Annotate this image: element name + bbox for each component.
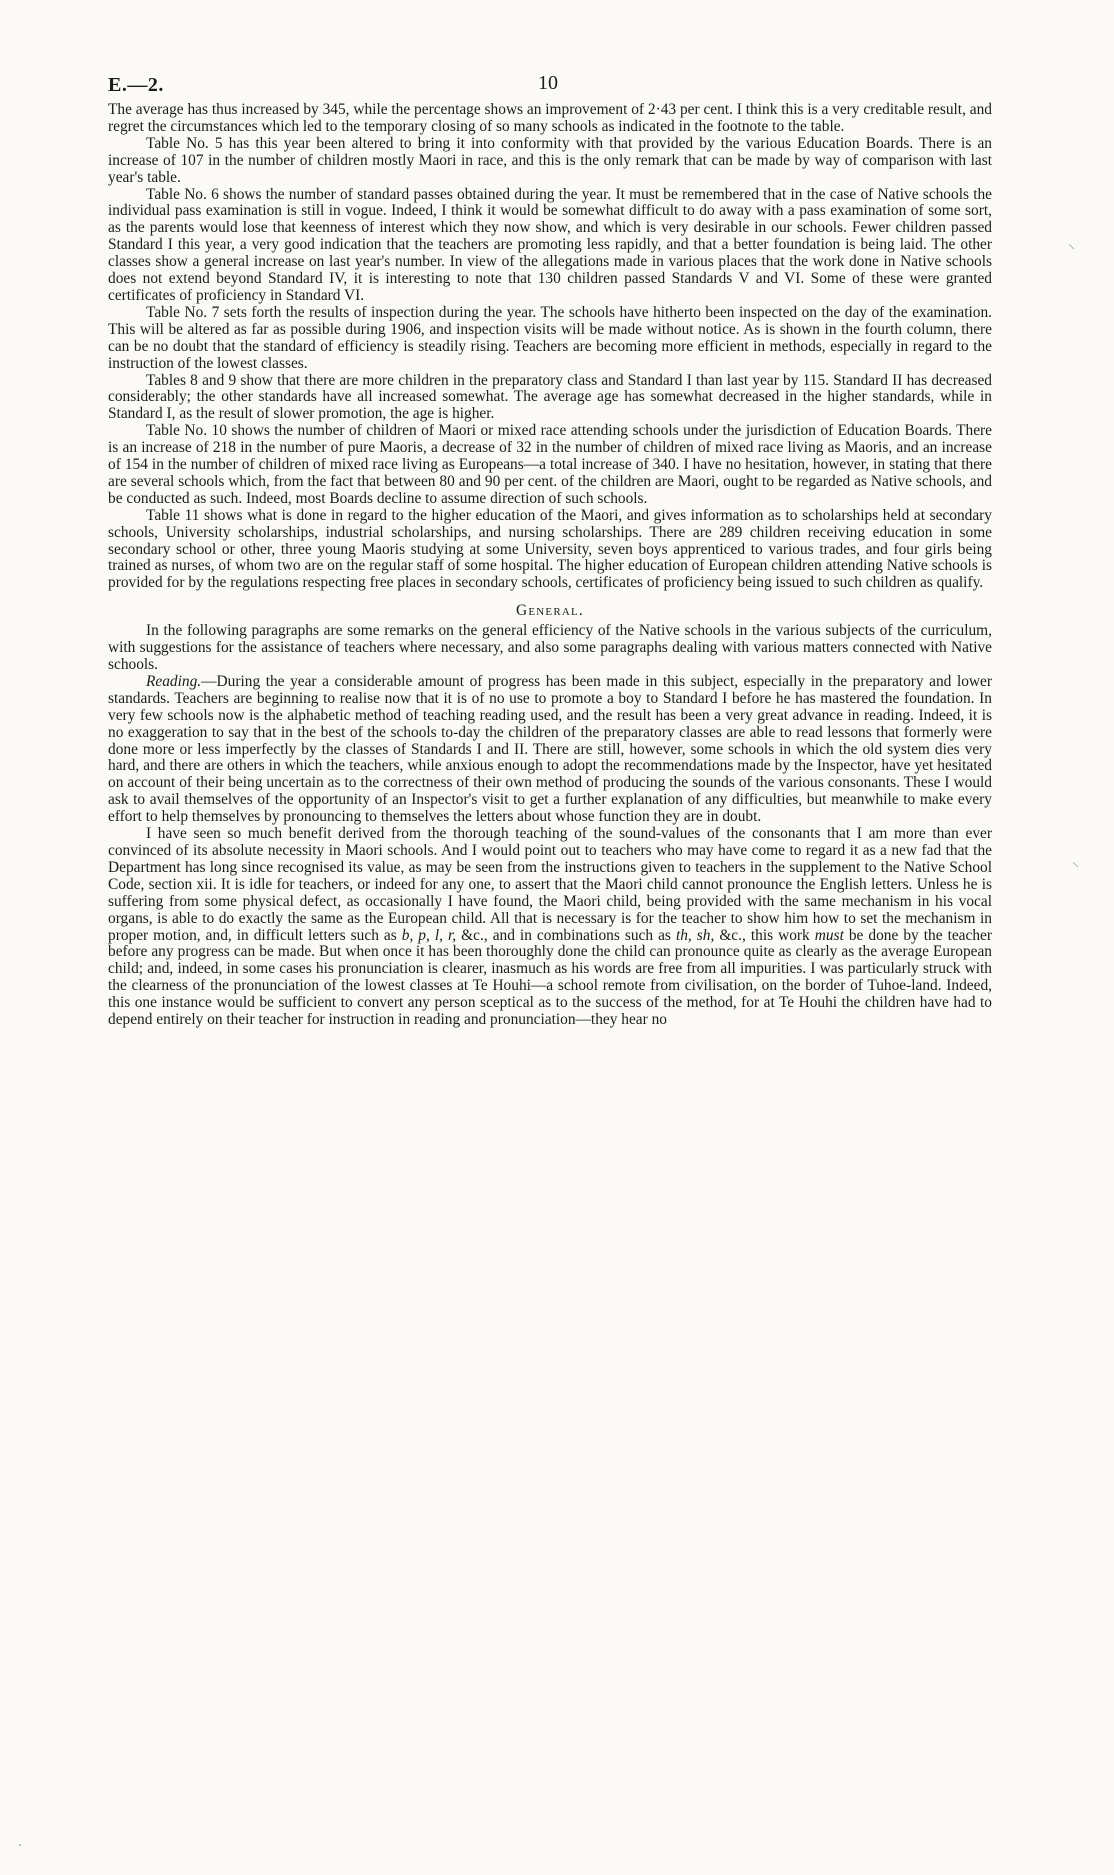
paragraph: Table No. 5 has this year been altered to bring it into conformity with that provided by the various Education Boards. There is an increase of 107 in the number of children mostly Maori in race, and this is the only remark that can be made by way of comparison with last year's table.: [108, 134, 992, 186]
paragraph-text: —During the year a considerable amount of progress has been made in this subject, especially in the preparatory and lower standards. Teachers are beginning to realise now that it is of no use to promote a boy to Standard I before he has mastered the foundation. In very few schools now is the alphabetic method of teaching reading used, and the result has been a very great advance in reading. Indeed, it is no exaggeration to say that in the best of the schools to-day the children of the preparatory classes are able to read lessons that formerly were done more or less imperfectly by the classes of Standards I and II. There are still, however, some schools in which the old system dies very hard, and there are others in which the teachers, while anxious enough to adopt the recommendations made by the Inspector, have yet hesitated on account of their being uncertain as to the correctness of their own method of producing the sounds of the various consonants. These I would ask to avail themselves of the opportunity of an Inspector's visit to get a further explanation of any difficulties, but meanwhile to make every effort to help themselves by pronouncing to themselves the letters about whose function they are in doubt.: [108, 672, 992, 826]
paragraph-lead-italic: Reading.: [146, 672, 202, 690]
page-number: 10: [538, 72, 558, 94]
paragraph: Table 11 shows what is done in regard to the higher education of the Maori, and gives information as to scholarships held at secondary schools, University scholarships, industrial scholarships, and nursing scholarships. There are 289 children receiving education in some secondary school or other, three young Maoris studying at some University, seven boys apprenticed to various trades, and four girls being trained as nurses, of whom two are on the regular staff of some hospital. The higher education of European children attending Native schools is provided for by the regulations respecting free places in secondary schools, certificates of proficiency being issued to such children as qualify.: [108, 506, 992, 592]
italic-must: must: [814, 926, 844, 944]
page-header: [108, 68, 992, 102]
paragraph-consonants: [108, 826, 992, 1029]
scan-speck: ⸌: [1068, 242, 1075, 258]
italic-combinations: th, sh,: [675, 926, 715, 944]
scan-speck: ⸌: [1072, 860, 1079, 876]
paragraph-reading: [108, 674, 992, 826]
paragraph-text: be done by the teacher before any progress can be made. But when once it has been thoroughly done the child can pronounce quite as clearly as the average European child; and, indeed, in some cases his pronunciation is clearer, inasmuch as his words are free from all impurities. I was particularly struck with the clearness of the pronunciation of the lowest classes at Te Houhi—a school remote from civilisation, on the border of Tuhoe-land. Indeed, this one instance would be sufficient to convert any person sceptical as to the success of the method, for at Te Houhi the children have had to depend entirely on their teacher for instruction in reading and pronunciation—they hear no: [108, 926, 992, 1029]
section-heading: General.: [516, 602, 584, 620]
paragraph-text: I have seen so much benefit derived from the thorough teaching of the sound-values of the consonants that I am more than ever convinced of its absolute necessity in Maori schools. And I would point out to teachers who may have come to regard it as a new fad that the Department has long since recognised its value, as may be seen from the instructions given to teachers in the supplement to the Native School Code, section xii. It is idle for teachers, or indeed for any one, to assert that the Maori child cannot pronounce the English letters. Unless he is suffering from some physical defect, as occasionally I have found, the Maori child, being provided with the same mechanism in his vocal organs, is able to do exactly the same as the European child. All that is necessary is for the teacher to show him how to set the mechanism in proper motion, and, in difficult letters such as: [108, 825, 992, 944]
scan-speck: ·: [18, 1838, 23, 1854]
paragraph: In the following paragraphs are some remarks on the general efficiency of the Native schools in the various subjects of the curriculum, with suggestions for the assistance of teachers where necessary, and also some paragraphs dealing with various matters connected with Native schools.: [108, 622, 992, 673]
document-reference: E.—2.: [108, 74, 164, 96]
paragraph: Table No. 7 sets forth the results of inspection during the year. The schools have hitherto been inspected on the day of the examination. This will be altered as far as possible during 1906, and inspection visits will be made without notice. As is shown in the fourth column, there can be no doubt that the standard of efficiency is steadily rising. Teachers are becoming more efficient in methods, especially in regard to the instruction of the lowest classes.: [108, 303, 992, 372]
paragraph: Tables 8 and 9 show that there are more children in the preparatory class and Standard I than last year by 115. Standard II has decreased considerably; the other standards have all increased somewhat. The average age has somewhat decreased in the higher standards, while in Standard I, as the result of slower promotion, the age is higher.: [108, 371, 992, 423]
paragraph-text: &c., and in combinations such as: [456, 926, 676, 944]
paragraph: Table No. 6 shows the number of standard passes obtained during the year. It must be remembered that in the case of Native schools the individual pass examination is still in vogue. Indeed, I think it would be somewhat difficult to do away with a pass examination of some sort, as the parents would lose that keenness of interest which they now show, and which is very desirable in our schools. Fewer children passed Standard I this year, a very good indication that the teachers are promoting less rapidly, and that a better foundation is being laid. The other classes show a general increase on last year's number. In view of the allegations made in various places that the work done in Native schools does not extend beyond Standard IV, it is interesting to note that 130 children passed Standards V and VI. Some of these were granted certificates of proficiency in Standard VI.: [108, 185, 992, 304]
paragraph-text: &c., this work: [714, 926, 815, 944]
paragraph: The average has thus increased by 345, while the percentage shows an improvement of 2·43 per cent. I think this is a very creditable result, and regret the circumstances which led to the temporary closing of so many schools as indicated in the footnote to the table.: [108, 101, 992, 135]
paragraph: Table No. 10 shows the number of children of Maori or mixed race attending schools under the jurisdiction of Education Boards. There is an increase of 218 in the number of pure Maoris, a decrease of 32 in the number of children of mixed race living as Maoris, and an increase of 154 in the number of children of mixed race living as Europeans—a total increase of 340. I have no hesitation, however, in stating that there are several schools which, from the fact that between 80 and 90 per cent. of the children are Maori, ought to be regarded as Native schools, and be conducted as such. Indeed, most Boards decline to assume direction of such schools.: [108, 422, 992, 507]
body-text: [108, 102, 992, 1029]
italic-letters: b, p, l, r,: [401, 926, 457, 944]
